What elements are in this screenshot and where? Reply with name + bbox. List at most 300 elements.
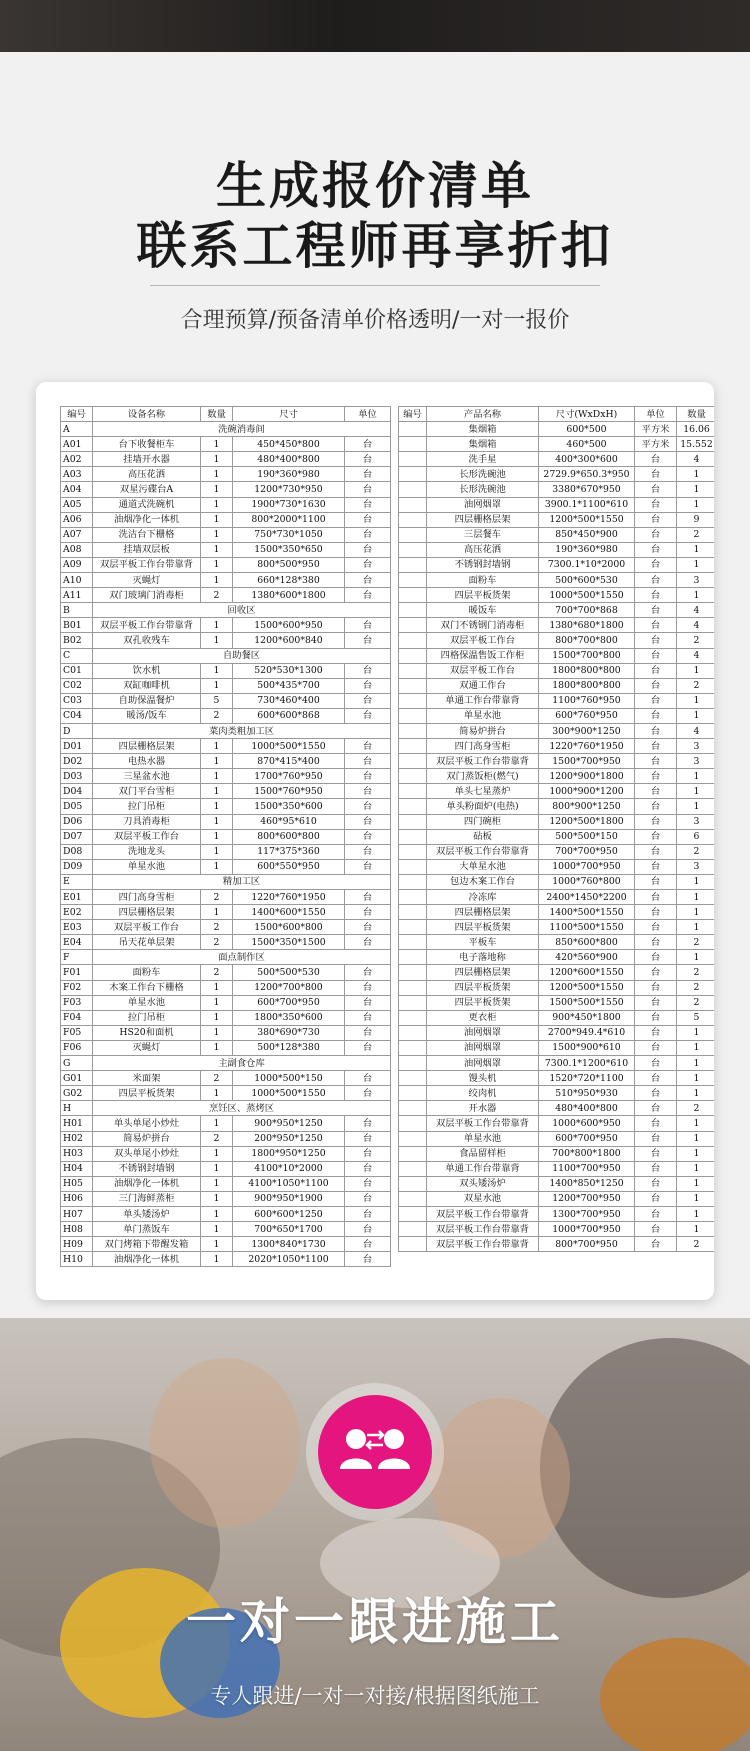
table-cell: 1000*900*1200: [539, 784, 635, 799]
table-row: [399, 482, 715, 497]
table-cell: 台: [635, 1071, 677, 1086]
table-row: [61, 482, 391, 497]
table-row: [399, 633, 715, 648]
table-cell: [399, 437, 427, 452]
section-code: B: [61, 603, 93, 618]
table-cell: 四门高身雪柜: [93, 890, 201, 905]
table-cell: 台: [635, 708, 677, 723]
table-cell: 平方米: [635, 437, 677, 452]
table-cell: D06: [61, 814, 93, 829]
table-row: [61, 859, 391, 874]
table-row: [399, 452, 715, 467]
table-row: [61, 980, 391, 995]
table-cell: 4: [677, 452, 715, 467]
table-cell: A07: [61, 527, 93, 542]
table-cell: 2020*1050*1100: [233, 1252, 345, 1267]
divider: [150, 285, 600, 286]
table-cell: A06: [61, 512, 93, 527]
table-cell: 7300.1*1200*610: [539, 1056, 635, 1071]
table-cell: G01: [61, 1071, 93, 1086]
table-cell: 1: [201, 1146, 233, 1161]
table-cell: 1: [201, 678, 233, 693]
table-cell: 双层平板工作台带靠背: [427, 1222, 539, 1237]
table-cell: 双层平板工作台带靠背: [93, 618, 201, 633]
headline-subtitle: 合理预算/预备清单价格透明/一对一报价: [180, 308, 570, 333]
table-cell: 1380*680*1800: [539, 618, 635, 633]
table-cell: 双门烤箱下带醒发箱: [93, 1237, 201, 1252]
table-cell: 单头七星蒸炉: [427, 784, 539, 799]
table-row: [61, 874, 391, 889]
table-cell: 单星水池: [427, 708, 539, 723]
table-cell: 730*460*400: [233, 693, 345, 708]
table-cell: 通道式洗碗机: [93, 497, 201, 512]
table-row: [61, 723, 391, 738]
table-cell: 1900*730*1630: [233, 497, 345, 512]
table-cell: F05: [61, 1025, 93, 1040]
table-cell: [399, 965, 427, 980]
table-cell: 台: [345, 890, 391, 905]
table-cell: 700*700*868: [539, 603, 635, 618]
table-cell: 1: [201, 452, 233, 467]
table-cell: 台: [635, 1146, 677, 1161]
table-cell: 4: [677, 648, 715, 663]
table-cell: [399, 1040, 427, 1055]
table-cell: D03: [61, 769, 93, 784]
table-row: [61, 1116, 391, 1131]
table-cell: 油网烟罩: [427, 1025, 539, 1040]
table-cell: 馒头机: [427, 1071, 539, 1086]
table-cell: 1300*700*950: [539, 1206, 635, 1221]
table-cell: 2: [677, 980, 715, 995]
table-cell: 台: [635, 452, 677, 467]
table-cell: 1220*760*1950: [539, 739, 635, 754]
table-cell: 台: [345, 769, 391, 784]
table-cell: 台: [635, 648, 677, 663]
table-cell: [399, 980, 427, 995]
equipment-header-cell: 数量: [201, 407, 233, 422]
table-cell: 1100*760*950: [539, 693, 635, 708]
table-cell: 1800*800*800: [539, 678, 635, 693]
table-cell: A05: [61, 497, 93, 512]
table-cell: 1: [677, 769, 715, 784]
table-cell: 1400*500*1550: [539, 905, 635, 920]
table-cell: [399, 1131, 427, 1146]
table-cell: [399, 512, 427, 527]
table-cell: D08: [61, 844, 93, 859]
table-cell: 油网烟罩: [427, 1040, 539, 1055]
table-row: [399, 678, 715, 693]
table-cell: 台: [635, 769, 677, 784]
table-cell: 洗洁台下栅格: [93, 527, 201, 542]
table-row: [399, 693, 715, 708]
table-cell: 吊天花单层架: [93, 935, 201, 950]
table-row: [399, 1146, 715, 1161]
table-cell: H09: [61, 1237, 93, 1252]
table-row: [399, 618, 715, 633]
table-cell: 台: [345, 799, 391, 814]
table-cell: 台: [635, 844, 677, 859]
table-cell: 砧板: [427, 829, 539, 844]
table-row: [399, 573, 715, 588]
table-cell: 台: [635, 512, 677, 527]
table-cell: 1: [201, 467, 233, 482]
product-header-cell: 尺寸(WxDxH): [539, 407, 635, 422]
table-cell: 洗手星: [427, 452, 539, 467]
table-cell: 包边木案工作台: [427, 874, 539, 889]
table-cell: [399, 588, 427, 603]
table-cell: 200*950*1250: [233, 1131, 345, 1146]
table-cell: 台: [345, 1071, 391, 1086]
table-cell: 四层平板货架: [93, 1086, 201, 1101]
table-cell: 单星水池: [93, 995, 201, 1010]
table-cell: 台: [635, 1161, 677, 1176]
table-cell: 双通工作台: [427, 678, 539, 693]
table-row: [61, 422, 391, 437]
table-cell: A09: [61, 557, 93, 572]
table-cell: 台: [635, 1010, 677, 1025]
table-cell: 1200*900*1800: [539, 769, 635, 784]
table-cell: 台: [635, 542, 677, 557]
table-cell: 1: [201, 437, 233, 452]
table-cell: 四层平板货架: [427, 980, 539, 995]
service-subtitle: 专人跟进/一对一对接/根据图纸施工: [210, 1684, 540, 1708]
table-cell: 1: [201, 739, 233, 754]
table-cell: 850*600*800: [539, 935, 635, 950]
table-cell: 1520*720*1100: [539, 1071, 635, 1086]
table-row: [61, 784, 391, 799]
table-cell: 1000*760*800: [539, 874, 635, 889]
table-cell: 台: [635, 784, 677, 799]
table-cell: 1380*600*1800: [233, 588, 345, 603]
table-cell: 台: [345, 708, 391, 723]
table-cell: 4100*10*2000: [233, 1161, 345, 1176]
table-cell: 1500*700*950: [539, 754, 635, 769]
table-cell: 四层栅格层架: [427, 512, 539, 527]
table-cell: 挂墙开水器: [93, 452, 201, 467]
table-cell: 双星水池: [427, 1191, 539, 1206]
table-cell: 台: [345, 678, 391, 693]
table-cell: 1200*500*1800: [539, 814, 635, 829]
table-cell: [399, 1176, 427, 1191]
table-cell: 木案工作台下栅格: [93, 980, 201, 995]
table-cell: [399, 1161, 427, 1176]
table-row: [61, 814, 391, 829]
table-cell: 1: [201, 1222, 233, 1237]
table-cell: [399, 723, 427, 738]
table-cell: 台: [345, 693, 391, 708]
table-cell: 700*650*1700: [233, 1222, 345, 1237]
table-cell: 单星水池: [427, 1131, 539, 1146]
table-cell: [399, 784, 427, 799]
table-cell: 1: [201, 829, 233, 844]
table-cell: 1: [677, 663, 715, 678]
table-cell: 9: [677, 512, 715, 527]
table-cell: 1200*500*1550: [539, 512, 635, 527]
table-row: [61, 1222, 391, 1237]
table-cell: 台: [345, 573, 391, 588]
table-cell: 450*450*800: [233, 437, 345, 452]
table-cell: [399, 950, 427, 965]
table-row: [61, 1040, 391, 1055]
table-row: [399, 754, 715, 769]
table-cell: 单通工作台带靠背: [427, 693, 539, 708]
table-cell: 1: [201, 1086, 233, 1101]
table-cell: 3380*670*950: [539, 482, 635, 497]
table-cell: [399, 678, 427, 693]
product-header-cell: 单位: [635, 407, 677, 422]
section-code: H: [61, 1101, 93, 1116]
table-row: [61, 965, 391, 980]
table-cell: 4100*1050*1100: [233, 1176, 345, 1191]
table-cell: 绞肉机: [427, 1086, 539, 1101]
table-row: [399, 723, 715, 738]
table-cell: 7300.1*10*2000: [539, 557, 635, 572]
table-cell: 台: [345, 784, 391, 799]
table-cell: 台: [635, 890, 677, 905]
table-cell: 四门碗柜: [427, 814, 539, 829]
table-cell: 600*700*950: [539, 1131, 635, 1146]
table-cell: 台: [635, 1056, 677, 1071]
table-cell: 850*450*900: [539, 527, 635, 542]
table-cell: 1200*500*1550: [539, 980, 635, 995]
table-cell: 台: [345, 437, 391, 452]
table-cell: D02: [61, 754, 93, 769]
table-cell: 1000*500*150: [233, 1071, 345, 1086]
table-cell: 四格保温售饭工作柜: [427, 648, 539, 663]
table-cell: 台: [635, 1040, 677, 1055]
table-cell: 台: [345, 739, 391, 754]
table-cell: 高压花洒: [93, 467, 201, 482]
table-cell: 1: [201, 633, 233, 648]
table-cell: 1: [201, 573, 233, 588]
table-row: [399, 1222, 715, 1237]
table-row: [399, 588, 715, 603]
table-row: [61, 512, 391, 527]
table-row: [61, 739, 391, 754]
table-cell: 800*2000*1100: [233, 512, 345, 527]
table-cell: 1200*700*800: [233, 980, 345, 995]
table-cell: 1500*350*650: [233, 542, 345, 557]
table-cell: C01: [61, 663, 93, 678]
table-cell: 米面架: [93, 1071, 201, 1086]
table-row: [61, 995, 391, 1010]
section-title: 自助餐区: [93, 648, 391, 663]
table-cell: 2: [677, 935, 715, 950]
section-code: F: [61, 950, 93, 965]
table-cell: 750*730*1050: [233, 527, 345, 542]
table-cell: 800*600*800: [233, 829, 345, 844]
table-row: [399, 844, 715, 859]
table-cell: 四门高身雪柜: [427, 739, 539, 754]
table-cell: 1: [201, 799, 233, 814]
table-cell: 1: [677, 708, 715, 723]
table-cell: 台: [635, 527, 677, 542]
table-row: [399, 859, 715, 874]
section-code: D: [61, 723, 93, 738]
table-row: [399, 784, 715, 799]
table-cell: 自助保温餐炉: [93, 693, 201, 708]
table-row: [61, 1101, 391, 1116]
table-cell: 1500*500*1550: [539, 995, 635, 1010]
table-cell: 700*700*950: [539, 844, 635, 859]
table-cell: 1500*700*800: [539, 648, 635, 663]
table-row: [399, 467, 715, 482]
equipment-table-body: [61, 422, 391, 1267]
table-cell: 台: [345, 1131, 391, 1146]
table-cell: 5: [677, 1010, 715, 1025]
table-cell: [399, 482, 427, 497]
table-row: [399, 1191, 715, 1206]
table-cell: [399, 769, 427, 784]
table-cell: 台: [345, 633, 391, 648]
table-cell: 2729.9*650.3*950: [539, 467, 635, 482]
table-cell: [399, 467, 427, 482]
table-row: [399, 995, 715, 1010]
table-cell: 1: [201, 542, 233, 557]
table-cell: 台: [635, 799, 677, 814]
table-cell: 台: [635, 678, 677, 693]
table-cell: 台: [635, 814, 677, 829]
table-row: [399, 497, 715, 512]
table-cell: 双层平板工作台带靠背: [427, 1237, 539, 1252]
table-cell: [399, 663, 427, 678]
product-table: [398, 406, 714, 1252]
equipment-header-cell: 尺寸: [233, 407, 345, 422]
table-cell: 台: [345, 557, 391, 572]
table-row: [399, 829, 715, 844]
table-cell: 1: [201, 527, 233, 542]
table-cell: 800*900*1250: [539, 799, 635, 814]
table-cell: 2: [677, 965, 715, 980]
table-cell: 4: [677, 723, 715, 738]
table-cell: 台: [635, 1176, 677, 1191]
table-cell: 台: [635, 693, 677, 708]
table-cell: 台: [635, 497, 677, 512]
service-title: 一对一跟进施工: [186, 1593, 564, 1651]
table-cell: 台: [345, 920, 391, 935]
table-cell: 台: [345, 1010, 391, 1025]
table-cell: 2: [677, 527, 715, 542]
table-cell: A08: [61, 542, 93, 557]
table-cell: 500*435*700: [233, 678, 345, 693]
table-cell: 1: [201, 1237, 233, 1252]
table-cell: 电热水器: [93, 754, 201, 769]
user-exchange-icon: [318, 1395, 432, 1509]
product-header-cell: 产品名称: [427, 407, 539, 422]
table-cell: 集烟箱: [427, 437, 539, 452]
table-row: [399, 905, 715, 920]
table-cell: 1: [201, 1010, 233, 1025]
table-cell: 台: [635, 829, 677, 844]
table-row: [61, 542, 391, 557]
equipment-table-header: [61, 407, 391, 422]
table-cell: 灭蝇灯: [93, 1040, 201, 1055]
table-cell: 台: [635, 874, 677, 889]
section-title: 主副食仓库: [93, 1056, 391, 1071]
table-cell: 台: [635, 588, 677, 603]
table-row: [61, 693, 391, 708]
table-cell: 1100*500*1550: [539, 920, 635, 935]
table-cell: 1: [677, 557, 715, 572]
table-cell: 洗地龙头: [93, 844, 201, 859]
table-cell: 油网烟罩: [427, 497, 539, 512]
table-cell: 1: [677, 784, 715, 799]
table-cell: 双层平板工作台: [93, 920, 201, 935]
table-cell: 油网烟罩: [427, 1056, 539, 1071]
table-cell: H07: [61, 1206, 93, 1221]
table-row: [61, 1086, 391, 1101]
table-cell: 1: [677, 1086, 715, 1101]
table-cell: 更衣柜: [427, 1010, 539, 1025]
table-cell: 1220*760*1950: [233, 890, 345, 905]
headline-line-1: 生成报价清单: [216, 157, 534, 215]
table-cell: 台: [635, 557, 677, 572]
table-cell: 台: [635, 739, 677, 754]
table-cell: 6: [677, 829, 715, 844]
table-cell: 双层平板工作台带靠背: [427, 844, 539, 859]
table-cell: 双层平板工作台带靠背: [427, 1116, 539, 1131]
table-cell: 油烟净化一体机: [93, 512, 201, 527]
table-cell: 四层栅格层架: [427, 965, 539, 980]
section-code: G: [61, 1056, 93, 1071]
table-cell: 1300*840*1730: [233, 1237, 345, 1252]
table-cell: 单星水池: [93, 859, 201, 874]
table-row: [61, 935, 391, 950]
table-row: [61, 678, 391, 693]
table-cell: 台: [635, 754, 677, 769]
table-cell: [399, 890, 427, 905]
table-row: [399, 1131, 715, 1146]
table-cell: 四层栅格层架: [93, 905, 201, 920]
section-title: 菜肉类粗加工区: [93, 723, 391, 738]
table-row: [399, 890, 715, 905]
table-cell: 台: [345, 482, 391, 497]
table-row: [399, 1086, 715, 1101]
table-cell: [399, 1010, 427, 1025]
table-cell: 1: [677, 467, 715, 482]
table-row: [399, 1071, 715, 1086]
table-cell: [399, 618, 427, 633]
table-cell: 台: [345, 1116, 391, 1131]
table-cell: 1: [201, 1176, 233, 1191]
table-cell: 双星污碟台A: [93, 482, 201, 497]
table-cell: 四层平板货架: [427, 588, 539, 603]
table-cell: [399, 603, 427, 618]
table-cell: 2: [677, 1237, 715, 1252]
table-cell: 900*450*1800: [539, 1010, 635, 1025]
table-cell: F04: [61, 1010, 93, 1025]
table-row: [399, 1056, 715, 1071]
table-cell: 1: [201, 995, 233, 1010]
table-cell: 台: [635, 573, 677, 588]
table-cell: 双层平板工作台带靠背: [427, 754, 539, 769]
table-cell: 1: [677, 1116, 715, 1131]
table-row: [61, 452, 391, 467]
top-banner-strip: [0, 0, 750, 52]
table-cell: 1: [677, 950, 715, 965]
table-cell: 台: [635, 995, 677, 1010]
table-cell: 台: [345, 1237, 391, 1252]
table-cell: 双头矮汤炉: [427, 1176, 539, 1191]
table-cell: 双层平板工作台带靠背: [427, 1206, 539, 1221]
table-cell: 1: [677, 1146, 715, 1161]
table-cell: 1: [677, 588, 715, 603]
table-cell: 800*700*800: [539, 633, 635, 648]
table-cell: [399, 920, 427, 935]
table-cell: 380*690*730: [233, 1025, 345, 1040]
table-cell: 900*950*1250: [233, 1116, 345, 1131]
table-cell: H02: [61, 1131, 93, 1146]
